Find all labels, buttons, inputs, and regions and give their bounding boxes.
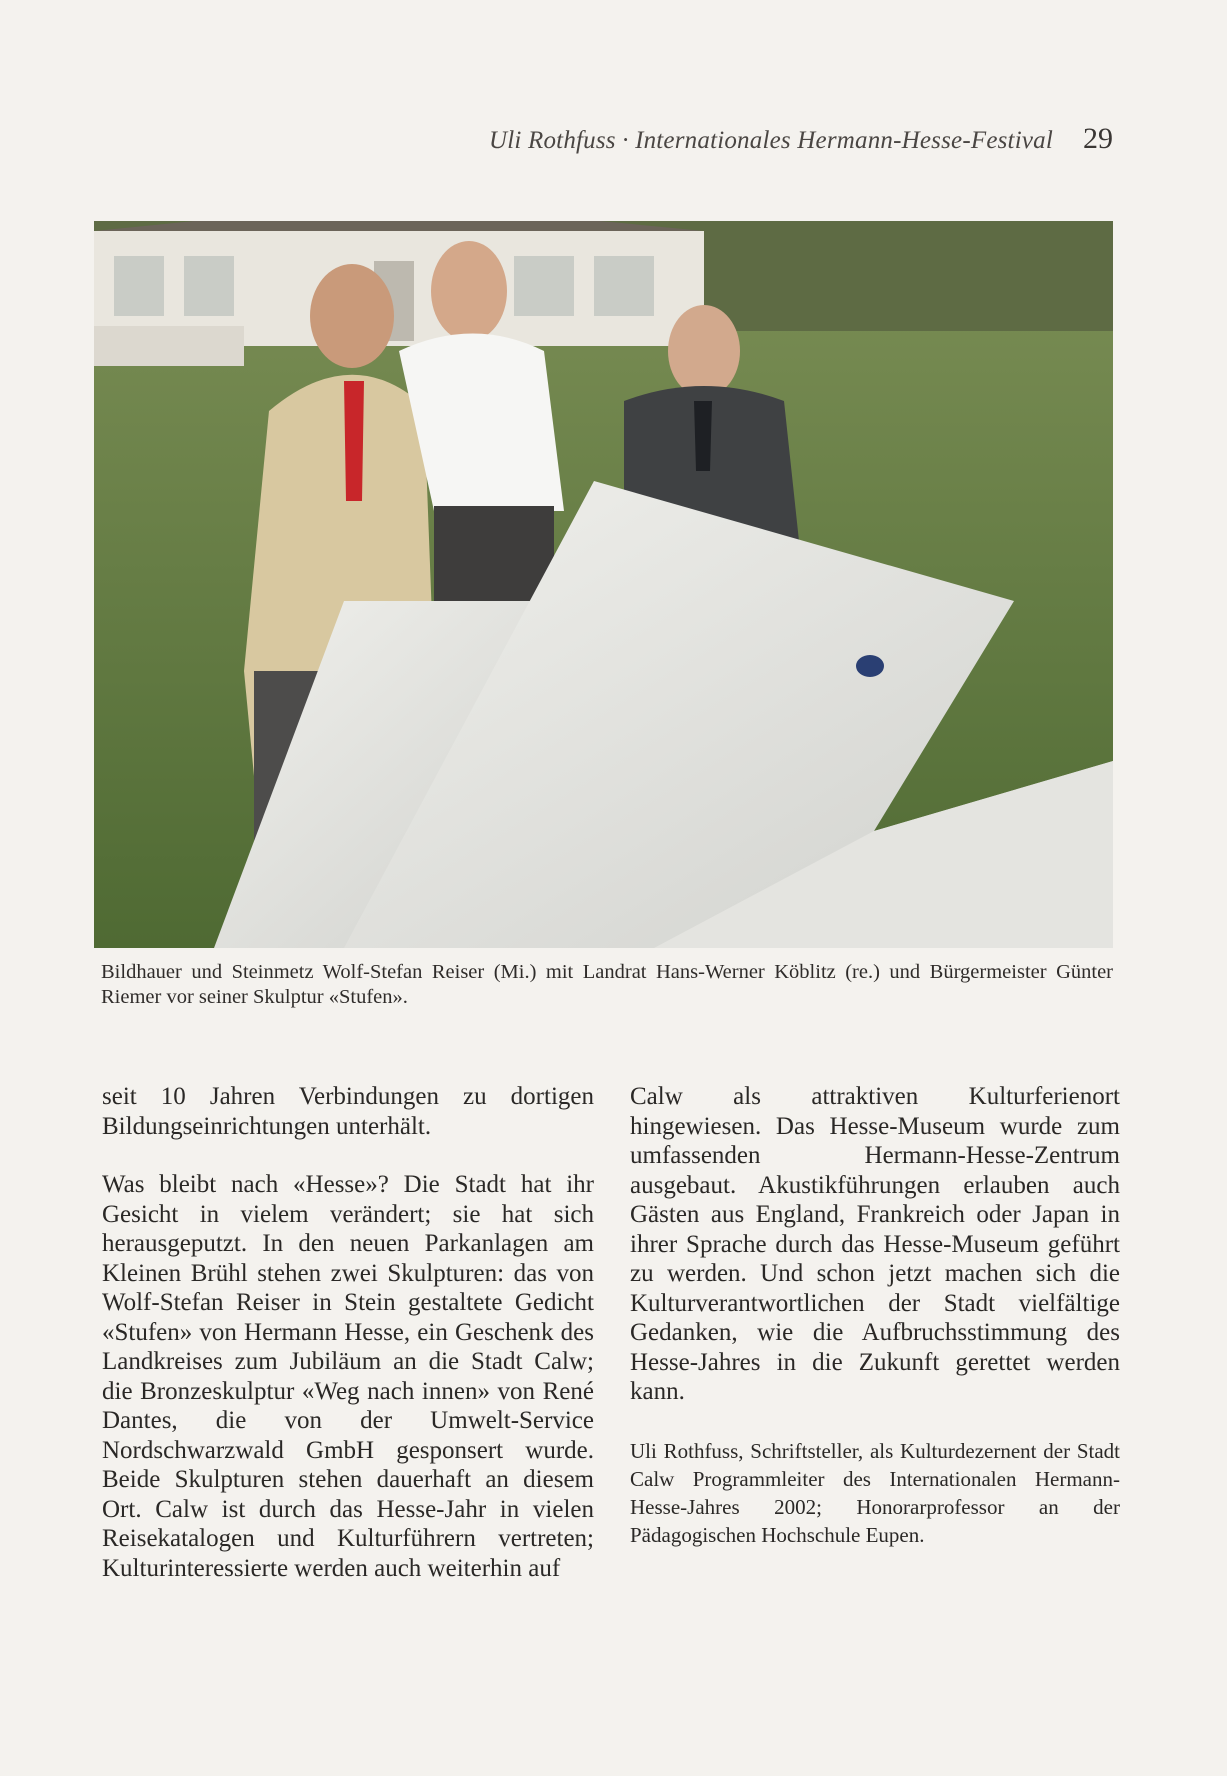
photo-illustration — [94, 221, 1113, 948]
page-number: 29 — [1083, 122, 1113, 155]
running-title: Uli Rothfuss · Internationales Hermann-Hesse-Festival — [489, 127, 1053, 154]
text-column-right — [630, 1082, 1120, 1549]
running-head — [300, 122, 1113, 156]
photo-caption: Bildhauer und Steinmetz Wolf-Stefan Reiser (Mi.) mit Landrat Hans-Werner Köblitz (re.) und Bürgermeister Günter Riemer vor seiner Skulptur «Stufen». — [101, 961, 1113, 1008]
awning — [94, 326, 244, 366]
paragraph: Calw als attraktiven Kulturferienort hingewiesen. Das Hesse-Museum wurde zum umfassenden Hermann-Hesse-Zentrum ausgebaut. Akustikführungen erlauben auch Gästen aus England, Frankreich oder Japan in ihrer Sprache durch das Hesse-Museum geführt zu werden. Und schon jetzt machen sich die Kulturverantwortlichen der Stadt vielfältige Gedanken, wie die Aufbruchsstimmung des Hesse-Jahres in die Zukunft gerettet werden kann. — [630, 1083, 1120, 1405]
text-column-left — [102, 1082, 594, 1583]
sculpture-photo — [94, 221, 1113, 948]
paragraph: Was bleibt nach «Hesse»? Die Stadt hat ihr Gesicht in vielem verändert; sie hat sich herausgeputzt. In den neuen Parkanlagen am Kleinen Brühl stehen zwei Skulpturen: das von Wolf-Stefan Reiser in Stein gestaltete Gedicht «Stufen» von Hermann Hesse, ein Geschenk des Landkreises zum Jubiläum an die Stadt Calw; die Bronzeskulptur «Weg nach innen» von René Dantes, die von der Umwelt-Service Nordschwarzwald GmbH gesponsert wurde. Beide Skulpturen stehen dauerhaft an diesem Ort. Calw ist durch das Hesse-Jahr in vielen Reisekatalogen und Kulturführern vertreten; Kulturinteressierte werden auch weiterhin auf — [102, 1171, 594, 1582]
author-bio: Uli Rothfuss, Schriftsteller, als Kulturdezernent der Stadt Calw Programmleiter des Internationalen Hermann-Hesse-Jahres 2002; Honorarprofessor an der Pädagogischen Hochschule Eupen. — [630, 1438, 1120, 1547]
sculpture-dot — [856, 655, 884, 677]
paragraph: seit 10 Jahren Verbindungen zu dortigen Bildungseinrichtungen unterhält. — [102, 1083, 594, 1140]
